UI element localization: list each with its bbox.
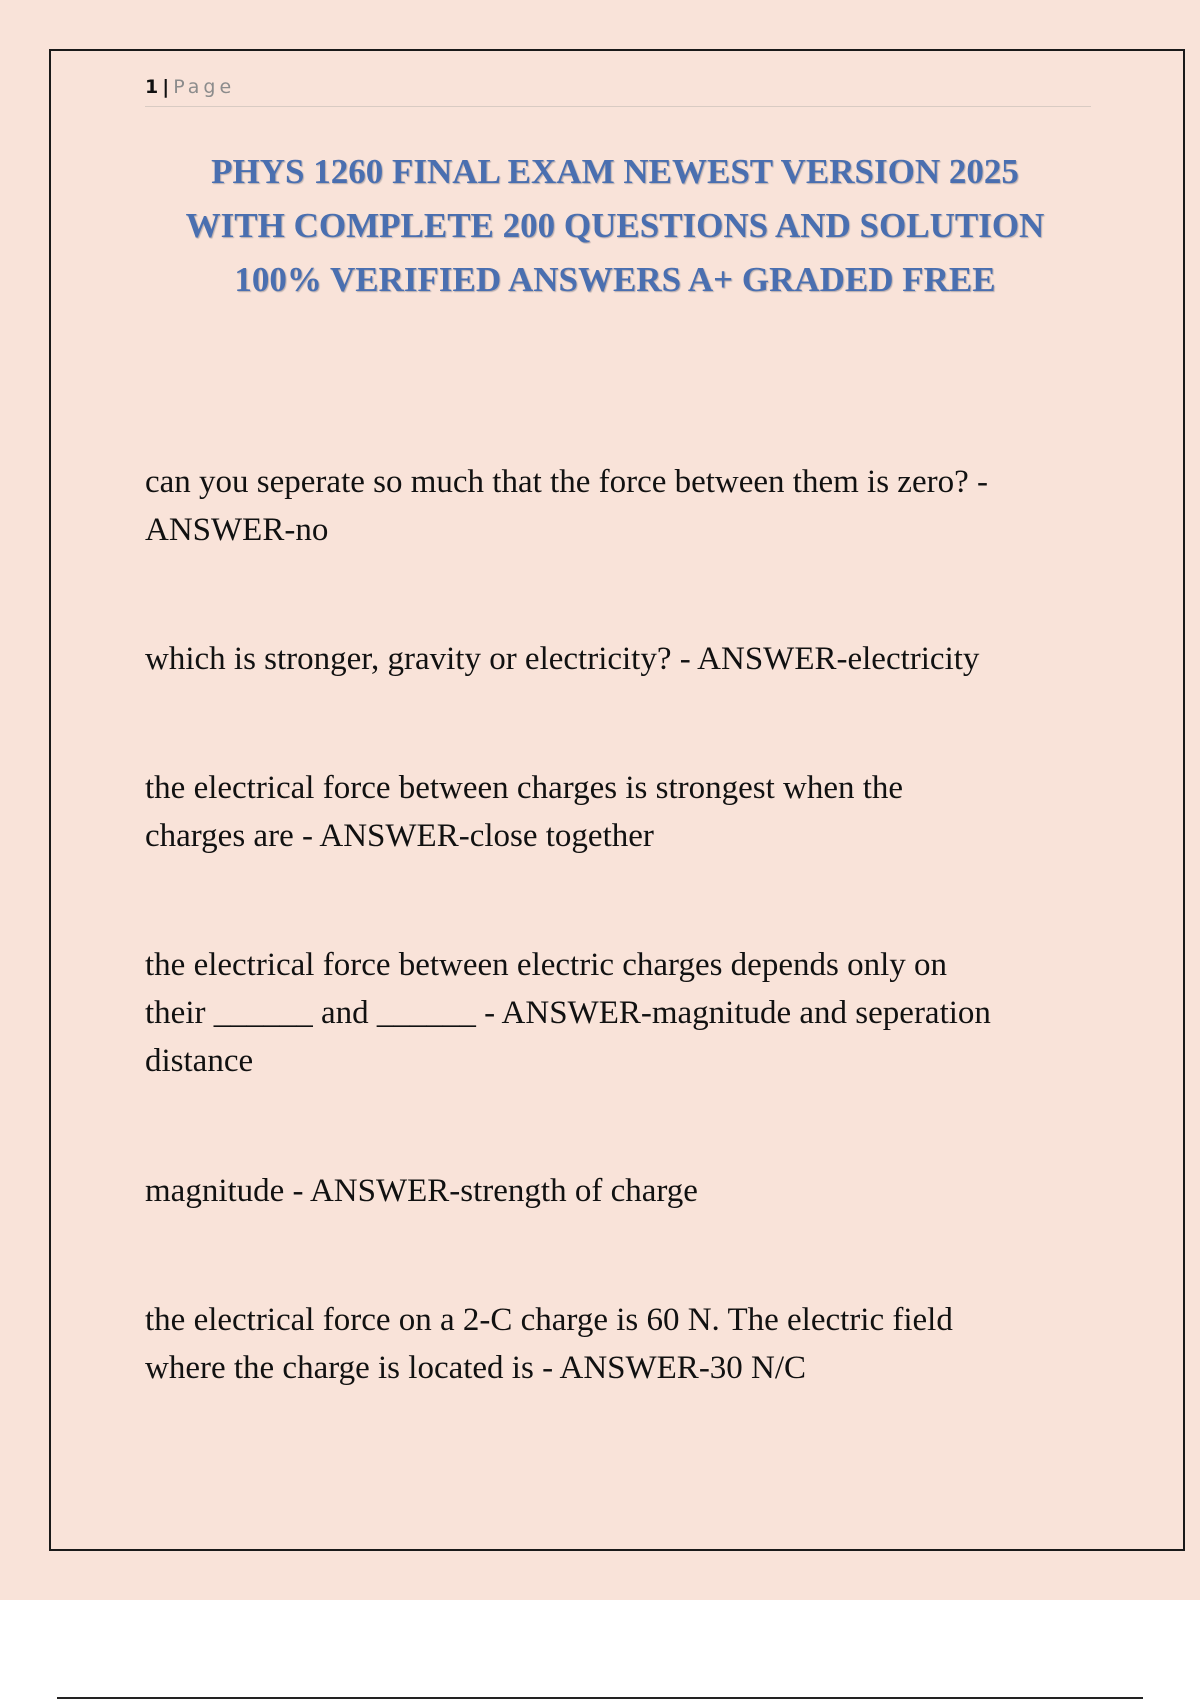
- qa-item-line: their ______ and ______ - ANSWER-magnitude and seperation: [145, 995, 991, 1031]
- qa-item-line: ANSWER-no: [145, 512, 329, 548]
- qa-item-4: [145, 941, 1095, 1085]
- title-line-2: WITH COMPLETE 200 QUESTIONS AND SOLUTION: [185, 206, 1045, 245]
- qa-item-line: charges are - ANSWER-close together: [145, 818, 654, 854]
- qa-item-line: the electrical force between charges is strongest when the: [145, 770, 904, 806]
- page-number: 1: [145, 76, 159, 98]
- footer-rule: [57, 1697, 1143, 1699]
- qa-item-line: the electrical force between electric charges depends only on: [145, 947, 947, 983]
- qa-item-5: [145, 1167, 1095, 1215]
- title-line-1: PHYS 1260 FINAL EXAM NEWEST VERSION 2025: [211, 152, 1019, 191]
- qa-item-2: [145, 635, 1095, 683]
- qa-item-6: [145, 1296, 1095, 1392]
- qa-item-line: which is stronger, gravity or electricity? - ANSWER-electricity: [145, 641, 980, 677]
- qa-item-line: the electrical force on a 2-C charge is 60 N. The electric field: [145, 1302, 953, 1338]
- qa-item-line: where the charge is located is - ANSWER-30 N/C: [145, 1350, 807, 1386]
- qa-item-line: magnitude - ANSWER-strength of charge: [145, 1173, 698, 1209]
- qa-item-line: distance: [145, 1043, 254, 1079]
- title-line-3: 100% VERIFIED ANSWERS A+ GRADED FREE: [234, 260, 996, 299]
- document-title: [100, 145, 1130, 307]
- qa-item-1: [145, 458, 1095, 554]
- page-header: [145, 74, 1091, 107]
- qa-item-line: can you seperate so much that the force between them is zero? -: [145, 464, 988, 500]
- qa-item-3: [145, 764, 1095, 860]
- page-label: Page: [173, 76, 236, 98]
- page-header-separator: |: [162, 76, 170, 98]
